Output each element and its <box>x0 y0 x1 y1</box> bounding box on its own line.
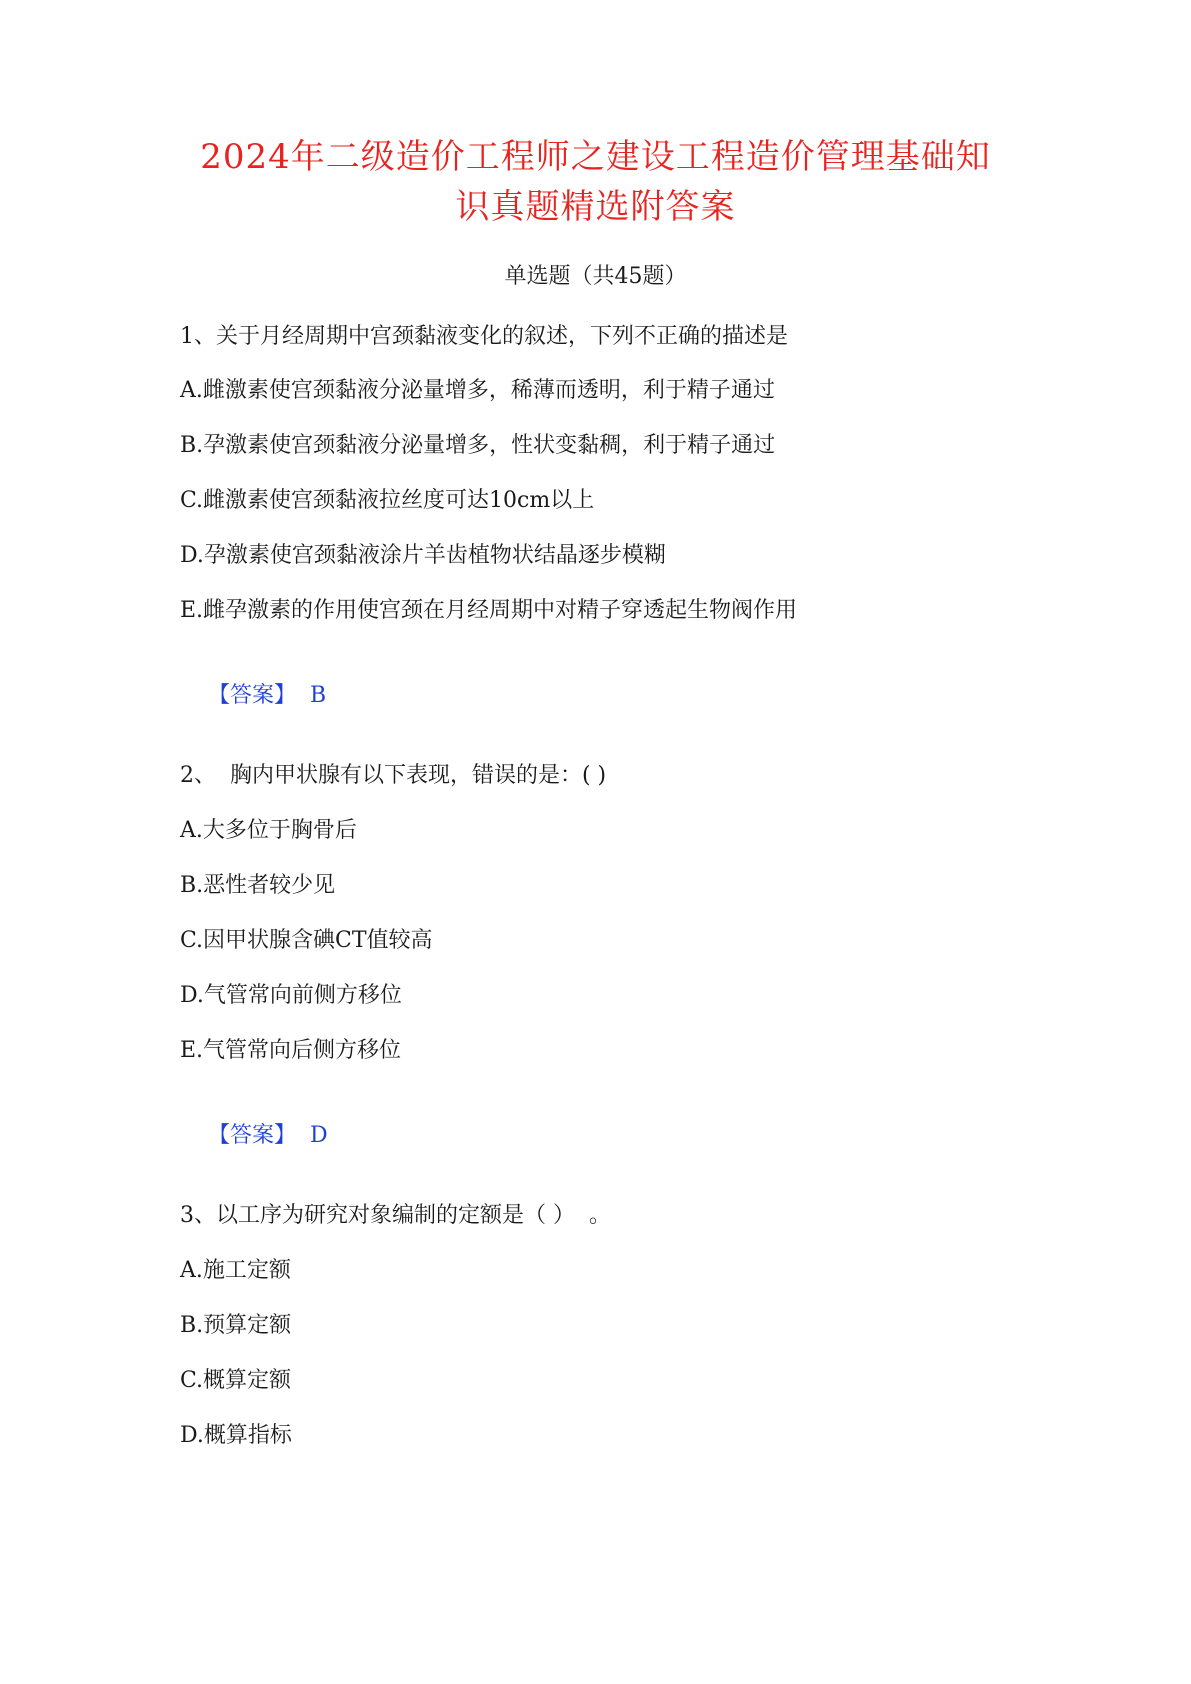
question-2-option-b: B.恶性者较少见 <box>180 873 336 898</box>
answer-value: B <box>310 683 327 708</box>
answer-value: D <box>310 1123 328 1148</box>
question-2-answer <box>180 1091 328 1181</box>
question-3-option-d: D.概算指标 <box>180 1423 292 1448</box>
question-1-option-d: D.孕激素使宫颈黏液涂片羊齿植物状结晶逐步模糊 <box>180 543 666 568</box>
question-3-option-c: C.概算定额 <box>180 1368 292 1393</box>
question-3-option-b: B.预算定额 <box>180 1313 292 1338</box>
question-1-stem: 1、关于月经周期中宫颈黏液变化的叙述，下列不正确的描述是 <box>180 324 788 349</box>
question-1-option-b: B.孕激素使宫颈黏液分泌量增多，性状变黏稠，利于精子通过 <box>180 433 776 458</box>
question-1-answer <box>180 651 326 741</box>
answer-tag: 【答案】 <box>207 683 296 708</box>
question-3-stem: 3、以工序为研究对象编制的定额是（ ） 。 <box>180 1203 611 1228</box>
question-2-stem: 2、 胸内甲状腺有以下表现，错误的是：( ) <box>180 763 607 788</box>
question-1-option-c: C.雌激素使宫颈黏液拉丝度可达10cm以上 <box>180 488 595 513</box>
question-2-option-a: A.大多位于胸骨后 <box>180 818 357 843</box>
section-heading: 单选题（共45题） <box>504 264 687 289</box>
question-2-option-c: C.因甲状腺含碘CT值较高 <box>180 928 433 953</box>
question-2-option-e: E.气管常向后侧方移位 <box>180 1038 402 1063</box>
question-2-option-d: D.气管常向前侧方移位 <box>180 983 402 1008</box>
question-1-option-a: A.雌激素使宫颈黏液分泌量增多，稀薄而透明，利于精子通过 <box>180 378 775 403</box>
question-3-option-a: A.施工定额 <box>180 1258 291 1283</box>
document-title-line-1: 2024年二级造价工程师之建设工程造价管理基础知 <box>200 137 991 177</box>
question-1-option-e: E.雌孕激素的作用使宫颈在月经周期中对精子穿透起生物阀作用 <box>180 598 798 623</box>
answer-tag: 【答案】 <box>207 1123 296 1148</box>
document-title-line-2: 识真题精选附答案 <box>455 187 736 227</box>
